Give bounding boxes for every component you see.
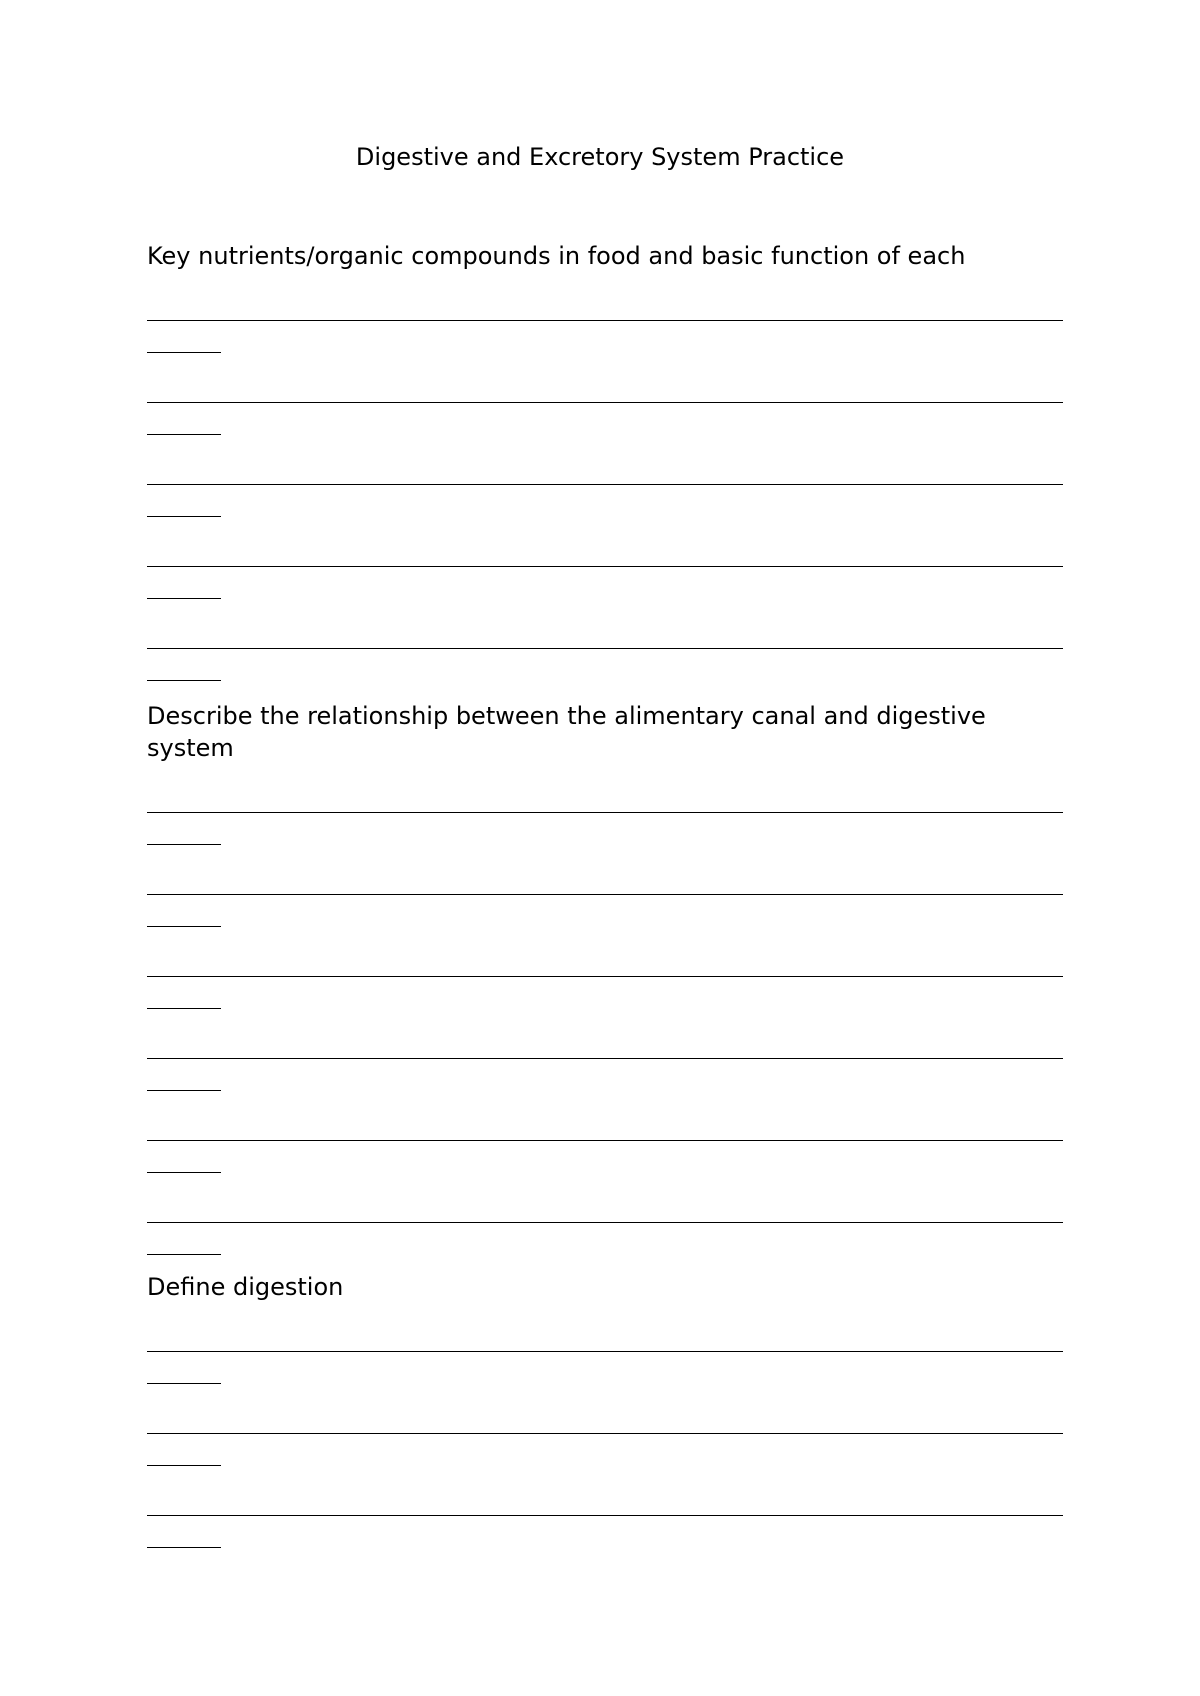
question-text: Describe the relationship between the alimentary canal and digestive system xyxy=(147,702,986,762)
answer-rule-continuation xyxy=(147,1547,221,1548)
answer-rule xyxy=(147,1433,1063,1434)
answer-line[interactable] xyxy=(147,1515,1063,1597)
answer-rule xyxy=(147,402,1063,403)
answer-lines xyxy=(147,320,1063,730)
answer-line[interactable] xyxy=(147,566,1063,648)
answer-line[interactable] xyxy=(147,484,1063,566)
answer-line[interactable] xyxy=(147,320,1063,402)
question-text: Define digestion xyxy=(147,1273,344,1301)
answer-rule-continuation xyxy=(147,352,221,353)
question-section-alimentary-canal xyxy=(147,700,1063,1304)
answer-rule-continuation xyxy=(147,1383,221,1384)
answer-rule xyxy=(147,976,1063,977)
answer-rule xyxy=(147,1222,1063,1223)
question-section-nutrients xyxy=(147,240,1063,730)
answer-rule-continuation xyxy=(147,926,221,927)
answer-rule-continuation xyxy=(147,1254,221,1255)
question-text: Key nutrients/organic compounds in food and basic function of each xyxy=(147,242,966,270)
answer-lines xyxy=(147,812,1063,1304)
answer-rule-continuation xyxy=(147,1090,221,1091)
question-section-define-digestion xyxy=(147,1271,1063,1597)
answer-lines xyxy=(147,1351,1063,1597)
answer-rule-continuation xyxy=(147,598,221,599)
answer-line[interactable] xyxy=(147,1058,1063,1140)
answer-rule xyxy=(147,812,1063,813)
answer-rule xyxy=(147,1351,1063,1352)
answer-rule xyxy=(147,648,1063,649)
answer-rule xyxy=(147,484,1063,485)
answer-line[interactable] xyxy=(147,1140,1063,1222)
answer-rule-continuation xyxy=(147,1172,221,1173)
answer-line[interactable] xyxy=(147,1433,1063,1515)
page-title: Digestive and Excretory System Practice xyxy=(355,143,845,171)
answer-line[interactable] xyxy=(147,894,1063,976)
answer-line[interactable] xyxy=(147,1351,1063,1433)
answer-rule-continuation xyxy=(147,434,221,435)
answer-rule xyxy=(147,894,1063,895)
answer-rule xyxy=(147,1140,1063,1141)
answer-rule-continuation xyxy=(147,1465,221,1466)
answer-rule-continuation xyxy=(147,516,221,517)
answer-rule xyxy=(147,566,1063,567)
answer-rule xyxy=(147,320,1063,321)
answer-rule-continuation xyxy=(147,680,221,681)
answer-line[interactable] xyxy=(147,976,1063,1058)
answer-rule-continuation xyxy=(147,1008,221,1009)
answer-rule-continuation xyxy=(147,844,221,845)
answer-rule xyxy=(147,1058,1063,1059)
answer-rule xyxy=(147,1515,1063,1516)
answer-line[interactable] xyxy=(147,402,1063,484)
answer-line[interactable] xyxy=(147,812,1063,894)
